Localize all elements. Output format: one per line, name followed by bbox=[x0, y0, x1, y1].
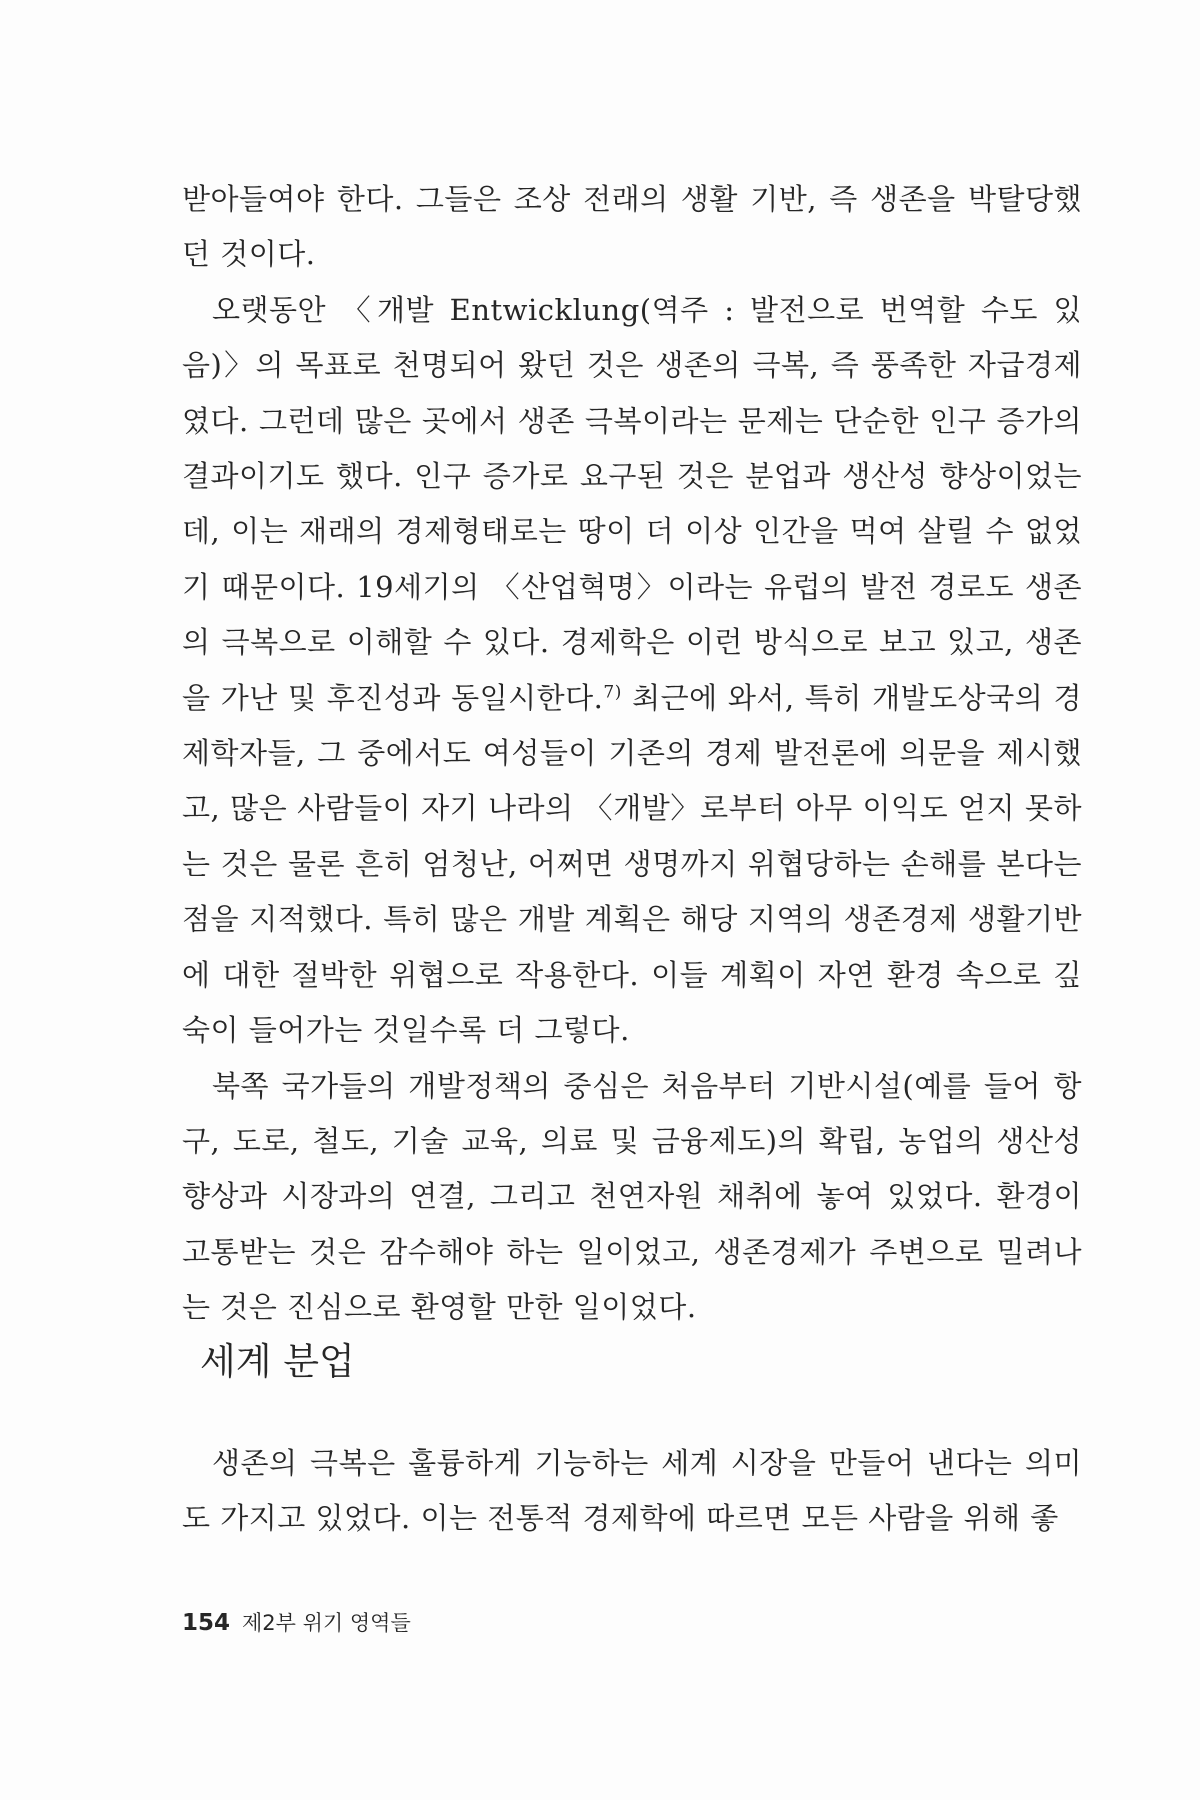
paragraph-text-continued: 최근에 와서, 특히 개발도상국의 경제학자들, 그 중에서도 여성들이 기존의 경제 발전론에 의문을 제시했고, 많은 사람들이 자기 나라의 〈개발〉로부터 아무 이익도 얻지 못하는 것은 물론 흔히 엄청난, 어쩌면 생명까지 위협당하는 손해를 본다는 점을 지적했다. 특히 많은 개발 계획은 해당 지역의 생존경제 생활기반에 대한 절박한 위협으로 작용한다. 이들 계획이 자연 환경 속으로 깊숙이 들어가는 것일수록 더 그렇다. bbox=[182, 680, 1082, 1048]
section-paragraph bbox=[182, 1436, 1082, 1547]
footnote-marker: 7) bbox=[603, 682, 622, 702]
paragraph-text: 받아들여야 한다. 그들은 조상 전래의 생활 기반, 즉 생존을 박탈당했던 것이다. bbox=[182, 182, 1082, 272]
page-footer bbox=[182, 1612, 411, 1635]
paragraph-text: 생존의 극복은 훌륭하게 기능하는 세계 시장을 만들어 낸다는 의미도 가지고 있었다. 이는 전통적 경제학에 따르면 모든 사람을 위해 좋 bbox=[182, 1446, 1082, 1536]
paragraph-north-policy bbox=[182, 1059, 1082, 1336]
paragraph-development-goal bbox=[182, 283, 1082, 1059]
running-title: 제2부 위기 영역들 bbox=[242, 1611, 411, 1635]
paragraph-text: 북쪽 국가들의 개발정책의 중심은 처음부터 기반시설(예를 들어 항구, 도로, 철도, 기술 교육, 의료 및 금융제도)의 확립, 농업의 생산성 향상과 시장과의 연결, 그리고 천연자원 채취에 놓여 있었다. 환경이 고통받는 것은 감수해야 하는 일이었고, 생존경제가 주변으로 밀려나는 것은 진심으로 환영할 만한 일이었다. bbox=[182, 1068, 1082, 1325]
body-text bbox=[182, 172, 1082, 1336]
section-title: 세계 분업 bbox=[200, 1340, 355, 1383]
paragraph-text: 오랫동안 〈개발 Entwicklung(역주 : 발전으로 번역할 수도 있음)〉의 목표로 천명되어 왔던 것은 생존의 극복, 즉 풍족한 자급경제였다. 그런데 많은 곳에서 생존 극복이라는 문제는 단순한 인구 증가의 결과이기도 했다. 인구 증가로 요구된 것은 분업과 생산성 향상이었는데, 이는 재래의 경제형태로는 땅이 더 이상 인간을 먹여 살릴 수 없었기 때문이다. 19세기의 〈산업혁명〉이라는 유럽의 발전 경로도 생존의 극복으로 이해할 수 있다. 경제학은 이런 방식으로 보고 있고, 생존을 가난 및 후진성과 동일시한다. bbox=[182, 292, 1082, 715]
paragraph-continued bbox=[182, 172, 1082, 283]
section-text bbox=[182, 1436, 1082, 1547]
page-number: 154 bbox=[182, 1610, 231, 1636]
